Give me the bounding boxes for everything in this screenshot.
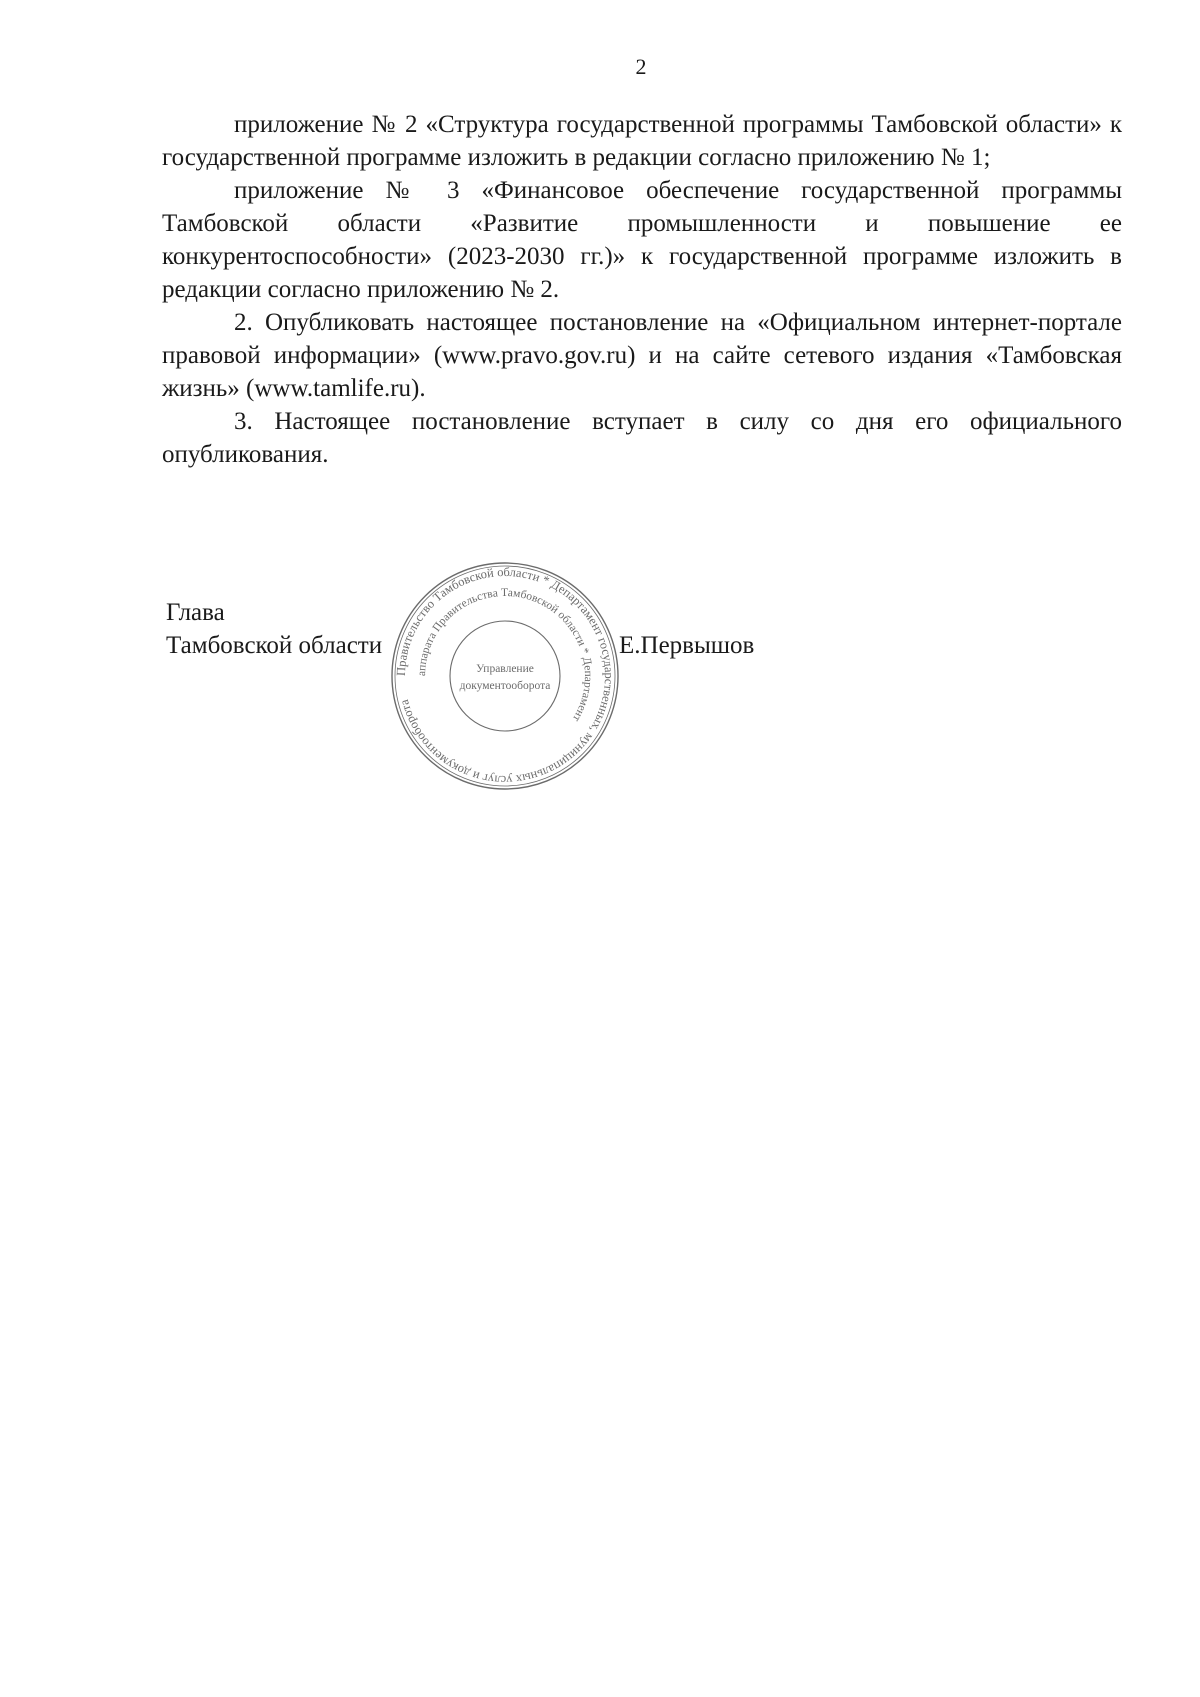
official-seal-stamp (386, 560, 624, 792)
document-body (162, 108, 1122, 471)
paragraph-appendix-3: приложение № 3 «Финансовое обеспечение государственной программы Тамбовской области «Развитие промышленности и повышение ее конкурентоспособности» (2023-2030 гг.)» к государственной программе изложить в редакции согласно приложению № 2. (162, 177, 1122, 303)
stamp-inner-ring-text: аппарата Правительства Тамбовской области * Департамент (415, 586, 595, 724)
signatory-title-line-2: Тамбовской области (166, 632, 383, 659)
signatory-name: Е.Первышов (619, 632, 755, 659)
paragraph-effective: 3. Настоящее постановление вступает в силу со дня его официального опубликования. (162, 408, 1122, 468)
signatory-title-line-1: Глава (166, 599, 225, 626)
stamp-center-line-2: документооборота (459, 680, 551, 692)
stamp-center-line-1: Управление (476, 663, 534, 675)
signature-block (166, 596, 382, 662)
page-number: 2 (635, 54, 647, 79)
stamp-inner-text (416, 587, 594, 724)
paragraph-publish: 2. Опубликовать настоящее постановление на «Официальном интернет-портале правовой информации» (www.pravo.gov.ru) и на сайте сетевого издания «Тамбовская жизнь» (www.tamlife.ru). (162, 309, 1122, 402)
stamp-outer-ring-text: Правительство Тамбовской области * Департамент государственных, муниципальных услуг и документооборота (393, 564, 617, 788)
paragraph-appendix-2: приложение № 2 «Структура государственной программы Тамбовской области» к государственной программе изложить в редакции согласно приложению № 1; (162, 111, 1122, 171)
